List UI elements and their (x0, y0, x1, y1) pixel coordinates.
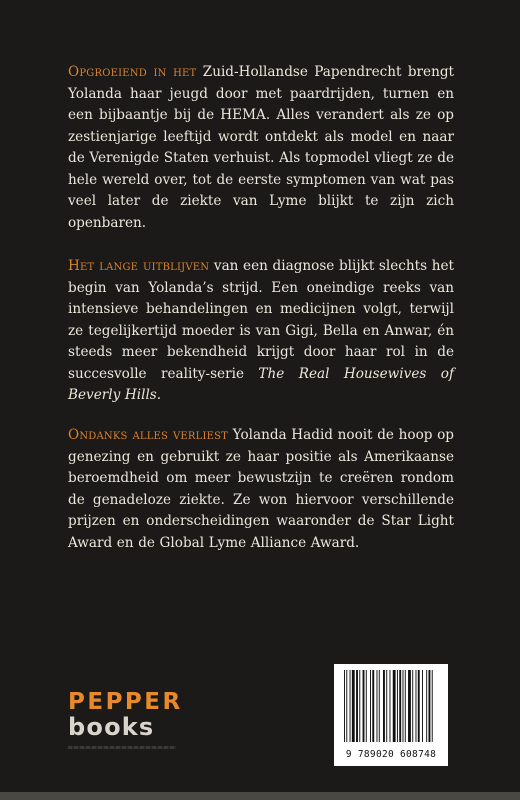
paragraph-3-text: Yolanda Hadid nooit de hoop op genezing en gebruikt ze haar positie als Amerikaanse beroemdheid om meer bewustzijn te creëren rondom de genadeloze ziekte. Ze won hiervoor verschillende prijzen en onderscheidingen waaronder de Star Light Award en de Global Lyme Alliance Award. (68, 427, 454, 551)
paragraph-2-tail: . (156, 387, 162, 403)
barcode-bar (418, 670, 420, 742)
barcode-bar (390, 670, 391, 742)
barcode-bar (370, 670, 371, 742)
barcode-bar (403, 670, 404, 742)
barcode-bar (356, 670, 358, 742)
paragraph-2-text: van een diagnose blijkt slechts het begin van Yolanda’s strijd. Een oneindige reeks van intensieve behandelingen en medicijnen volgt, terwijl ze tegelijkertijd moeder is van Gigi, Bella en Anwar, én steeds meer bekendheid krijgt door haar rol in de succesvolle reality-serie (68, 258, 454, 382)
publisher-logo-bottom: books (68, 713, 155, 741)
barcode-bar (408, 670, 411, 742)
barcode-bar (405, 670, 406, 742)
barcode-bar (432, 670, 433, 742)
barcode-bar (397, 670, 398, 742)
barcode (334, 664, 448, 766)
barcode-bar (426, 670, 427, 742)
barcode-bar (429, 670, 431, 742)
publisher-logo-top: PEPPER (68, 689, 183, 715)
barcode-bar (393, 670, 396, 742)
paragraph-1 (68, 62, 454, 234)
barcode-bar (372, 670, 374, 742)
paragraph-1-lead: Opgroeiend in het (68, 64, 197, 80)
paragraph-3-lead: Ondanks alles verliest (68, 427, 229, 443)
barcode-bars (342, 670, 440, 742)
barcode-bar (363, 670, 365, 742)
barcode-bar (366, 670, 367, 742)
barcode-bar (379, 670, 380, 742)
publisher-tagline-mark (68, 746, 176, 749)
cover-bottom-edge (0, 792, 520, 800)
barcode-bar (416, 670, 417, 742)
paragraph-2-lead: Het lange uitblijven (68, 258, 210, 274)
barcode-bar (359, 670, 360, 742)
paragraph-2 (68, 256, 454, 407)
isbn-number: 9 789020 608748 (345, 749, 437, 760)
paragraph-3 (68, 425, 454, 554)
series-title: The Real Housewives of Beverly Hills (68, 365, 454, 403)
barcode-bar (344, 670, 345, 742)
barcode-bar (422, 670, 423, 742)
barcode-bar (346, 670, 347, 742)
barcode-bar (412, 670, 413, 742)
barcode-bar (383, 670, 385, 742)
publisher-logo (68, 690, 198, 749)
barcode-bar (352, 670, 355, 742)
barcode-bar (386, 670, 387, 742)
barcode-bar (350, 670, 351, 742)
paragraph-1-text: Zuid-Hollandse Papendrecht brengt Yolanda haar jeugd door met paardrijden, turnen en een bijbaantje bij de HEMA. Alles verandert als ze op zestienjarige leeftijd wordt ontdekt als model en naar de Verenigde Staten verhuist. Als topmodel vliegt ze de hele wereld over, tot de eerste symptomen van wat pas veel later de ziekte van Lyme blijkt te zijn zich openbaren. (68, 64, 454, 231)
barcode-bar (399, 670, 401, 742)
barcode-bar (377, 670, 378, 742)
